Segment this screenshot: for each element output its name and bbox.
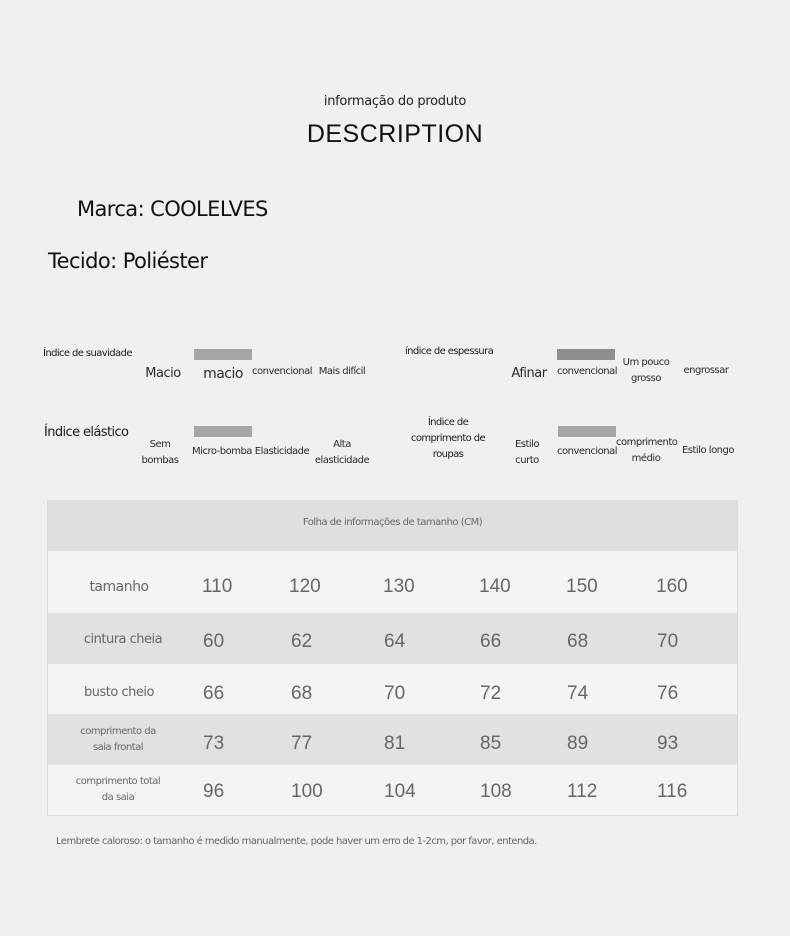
softness-option-4: Mais difícil bbox=[318, 366, 366, 377]
thickness-option-4: engrossar bbox=[683, 365, 729, 376]
table-row bbox=[48, 551, 737, 613]
thickness-option-3: Um pouco grosso bbox=[622, 357, 670, 384]
table-row bbox=[48, 765, 737, 815]
table-cell: 130 bbox=[383, 576, 415, 597]
table-cell: 112 bbox=[567, 781, 598, 802]
table-cell: 150 bbox=[566, 576, 598, 597]
table-cell: 85 bbox=[480, 733, 502, 754]
table-cell: 70 bbox=[657, 631, 679, 652]
table-cell: 73 bbox=[203, 733, 225, 754]
description-title: DESCRIPTION bbox=[306, 120, 484, 148]
row-label: busto cheio bbox=[84, 685, 154, 700]
table-cell: 72 bbox=[480, 683, 502, 704]
row-label: cintura cheia bbox=[83, 632, 163, 647]
table-row bbox=[48, 613, 737, 664]
row-label: tamanho bbox=[89, 579, 149, 595]
brand-line: Marca: COOLELVES bbox=[77, 197, 268, 221]
table-cell: 76 bbox=[657, 683, 679, 704]
softness-option-2: macio bbox=[203, 366, 243, 382]
fabric-line: Tecido: Poliéster bbox=[48, 249, 208, 273]
table-cell: 108 bbox=[480, 781, 512, 802]
softness-selected-bar bbox=[194, 349, 252, 360]
table-cell: 81 bbox=[384, 733, 406, 754]
table-cell: 96 bbox=[203, 781, 225, 802]
length-selected-bar bbox=[558, 426, 616, 437]
size-table bbox=[47, 500, 738, 816]
row-label: comprimento da saia frontal bbox=[80, 726, 156, 753]
table-cell: 66 bbox=[203, 683, 225, 704]
softness-label: Índice de suavidade bbox=[43, 348, 132, 359]
thickness-selected-bar bbox=[557, 349, 615, 360]
table-cell: 100 bbox=[291, 781, 323, 802]
length-option-1: Estilo curto bbox=[514, 439, 540, 466]
elasticity-label: Índice elástico bbox=[44, 425, 129, 440]
thickness-option-1: Afinar bbox=[511, 366, 547, 381]
row-label: comprimento total da saia bbox=[75, 776, 161, 803]
elasticity-option-2: Micro-bomba bbox=[192, 446, 252, 457]
table-cell: 110 bbox=[202, 576, 233, 597]
size-table-title: Folha de informações de tamanho (CM) bbox=[48, 501, 737, 551]
measurement-note: Lembrete caloroso: o tamanho é medido manualmente, pode haver um erro de 1-2cm, por favor, entenda. bbox=[56, 836, 537, 847]
elasticity-option-1: Sem bombas bbox=[141, 439, 179, 466]
table-cell: 77 bbox=[291, 733, 313, 754]
table-cell: 64 bbox=[384, 631, 406, 652]
table-cell: 74 bbox=[567, 683, 589, 704]
table-cell: 68 bbox=[291, 683, 313, 704]
elasticity-selected-bar bbox=[194, 426, 252, 437]
elasticity-option-4: Alta elasticidade bbox=[314, 439, 370, 466]
table-cell: 60 bbox=[203, 631, 225, 652]
table-cell: 66 bbox=[480, 631, 502, 652]
softness-option-3: convencional bbox=[252, 366, 313, 377]
table-cell: 116 bbox=[657, 781, 688, 802]
table-cell: 89 bbox=[567, 733, 589, 754]
table-row bbox=[48, 664, 737, 714]
table-cell: 70 bbox=[384, 683, 406, 704]
length-option-2: convencional bbox=[557, 446, 618, 457]
table-cell: 62 bbox=[291, 631, 313, 652]
length-label: Índice de comprimento de roupas bbox=[410, 417, 486, 460]
table-row bbox=[48, 714, 737, 765]
table-cell: 120 bbox=[289, 576, 321, 597]
table-cell: 140 bbox=[479, 576, 511, 597]
table-cell: 93 bbox=[657, 733, 679, 754]
thickness-option-2: convencional bbox=[557, 366, 618, 377]
softness-option-1: Macio bbox=[145, 366, 181, 381]
thickness-label: índice de espessura bbox=[405, 346, 494, 357]
product-info-subtitle: informação do produto bbox=[323, 94, 467, 109]
elasticity-option-3: Elasticidade bbox=[254, 446, 310, 457]
table-cell: 68 bbox=[567, 631, 589, 652]
length-option-3: comprimento médio bbox=[616, 437, 678, 464]
length-option-4: Estilo longo bbox=[681, 445, 734, 456]
table-cell: 104 bbox=[384, 781, 416, 802]
table-cell: 160 bbox=[656, 576, 688, 597]
